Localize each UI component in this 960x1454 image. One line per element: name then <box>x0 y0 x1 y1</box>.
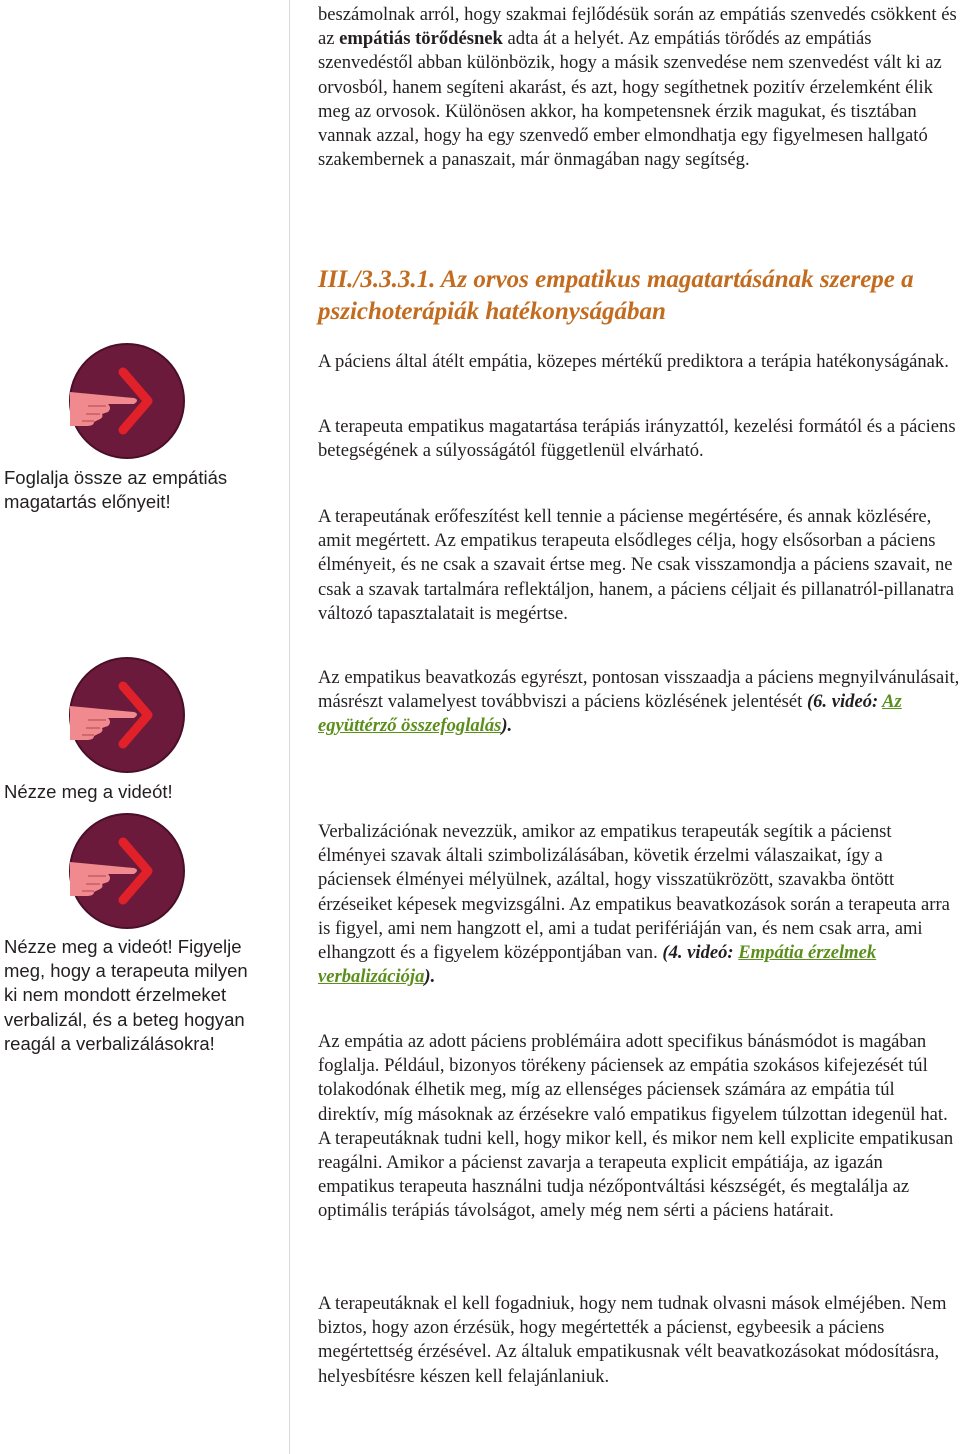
pointing-hand-icon <box>68 812 186 930</box>
video-link-empatia[interactable]: Empátia érzelmek verbalizációja <box>318 942 877 988</box>
intro-text-b: adta át a helyét. Az empátiás törődés az empátiás szenvedéstől abban különbözik, hogy a másik szenvedése nem szenvedést vált ki az orvosból, hanem segíteni akarást, és azt, hogy segíthetnek pozitív érzelemként élik meg az orvosok. Különösen akkor, ha kompetensnek érzik magukat, és tisztában vannak azzal, hogy ha egy szenvedő ember elmondhatja egy figyelmesen hallgató szakembernek a panaszait, már önmagában nagy segítség. <box>318 28 942 171</box>
paragraph-elfogadas: A terapeutáknak el kell fogadniuk, hogy nem tudnak olvasni mások elméjében. Nem biztos, hogy azon érzésük, hogy megértették a pácienst, egybeesik a páciens megértettség érzésével. Az általuk empatikusnak vélt beavatkozásokat módosításra, helyesbítésre készen kell felajánlaniuk. <box>318 1293 947 1387</box>
paragraph-beavatkozas <box>318 666 960 739</box>
pointing-hand-icon <box>68 342 186 460</box>
column-divider <box>289 0 290 1454</box>
video-ref-6-end: ). <box>501 715 513 737</box>
section-heading: III./3.3.3.1. Az orvos empatikus magatartásának szerepe a pszichoterápiák hatékonyságában <box>318 266 914 325</box>
paragraph-banasmod: Az empátia az adott páciens problémáira adott specifikus bánásmódot is magában foglalja. Például, bizonyos törékeny páciensek az empátia szokásos kifejezését túl tolakodónak élhetik meg, míg az ellenséges páciensek számára az empátia túl direktív, míg másoknak az érzésekre való empatikus figyelem túlzottan idegenül hat. A terapeutáknak tudni kell, hogy mikor kell, és mikor nem kell explicite empatikusan reagálni. Amikor a pácienst zavarja a terapeuta explicit empátiája, az igazán empatikus terapeuta használni tudja nézőpontváltási készségét, és megtalálja az optimális terápiás távolságot, amely még nem sérti a páciens határait. <box>318 1031 954 1222</box>
paragraph-prediktor: A páciens által átélt empátia, közepes mértékű prediktora a terápia hatékonyságának. <box>318 351 949 372</box>
pointing-hand-icon <box>68 656 186 774</box>
video-ref-4-end: ). <box>424 966 436 988</box>
sidebar-note-summary: Foglalja össze az empátiás magatartás előnyeit! <box>4 467 228 513</box>
paragraph-megertes: A terapeutának erőfeszítést kell tennie a páciense megértésére, és annak közlésére, amit megértett. Az empatikus terapeuta elsődleges célja, hogy elsősorban a páciens élményeit, és ne csak a szavait értse meg. Ne csak visszamondja a páciens szavait, ne csak a szavak tartalmára reflektáljon, hanem, a páciens céljait és pillanatról-pillanatra változó tapasztalatait is megértse. <box>318 506 955 624</box>
video-link-egyutterzo[interactable]: Az együttérző összefoglalás <box>318 691 902 737</box>
video-ref-6: (6. videó: <box>806 691 883 713</box>
sidebar-note-video-observe: Nézze meg a videót! Figyelje meg, hogy a terapeuta milyen ki nem mondott érzelmeket verbalizál, és a beteg hogyan reagál a verbalizálásokra! <box>4 936 248 1054</box>
paragraph-elvarhato: A terapeuta empatikus magatartása terápiás irányzattól, kezelési formától és a páciens betegségének a súlyosságától függetlenül elvárható. <box>318 416 956 462</box>
paragraph-verbalizacio <box>318 820 960 989</box>
sidebar-note-video: Nézze meg a videót! <box>4 781 173 802</box>
paragraph-verbalizacio-text: Verbalizációnak nevezzük, amikor az empatikus terapeuták segítik a pácienst élményei szavak általi szimbolizálásában, követik érzelmi válaszaikat, így a páciensek élményei mélyülnek, azáltal, hogy visszatükrözött, szavakba öntött érzéseiket képesek megvizsgálni. Az empatikus beavatkozások során a terapeuta arra is figyel, ami nem hangzott el, ami a tudat perifériáján van, és nem csak arra, ami elhangzott és a figyelem középpontjában van. <box>318 821 950 964</box>
intro-bold-term: empátiás törődésnek <box>339 28 503 50</box>
intro-text-a: beszámolnak arról, hogy szakmai fejlődésük során az empátiás szenvedés csökkent és az <box>318 4 957 50</box>
intro-paragraph <box>318 3 960 172</box>
paragraph-beavatkozas-text: Az empatikus beavatkozás egyrészt, pontosan visszaadja a páciens megnyilvánulásait, másrészt valamelyest továbbviszi a páciens közlésének jelentését <box>318 667 960 713</box>
video-ref-4: (4. videó: <box>662 942 739 964</box>
